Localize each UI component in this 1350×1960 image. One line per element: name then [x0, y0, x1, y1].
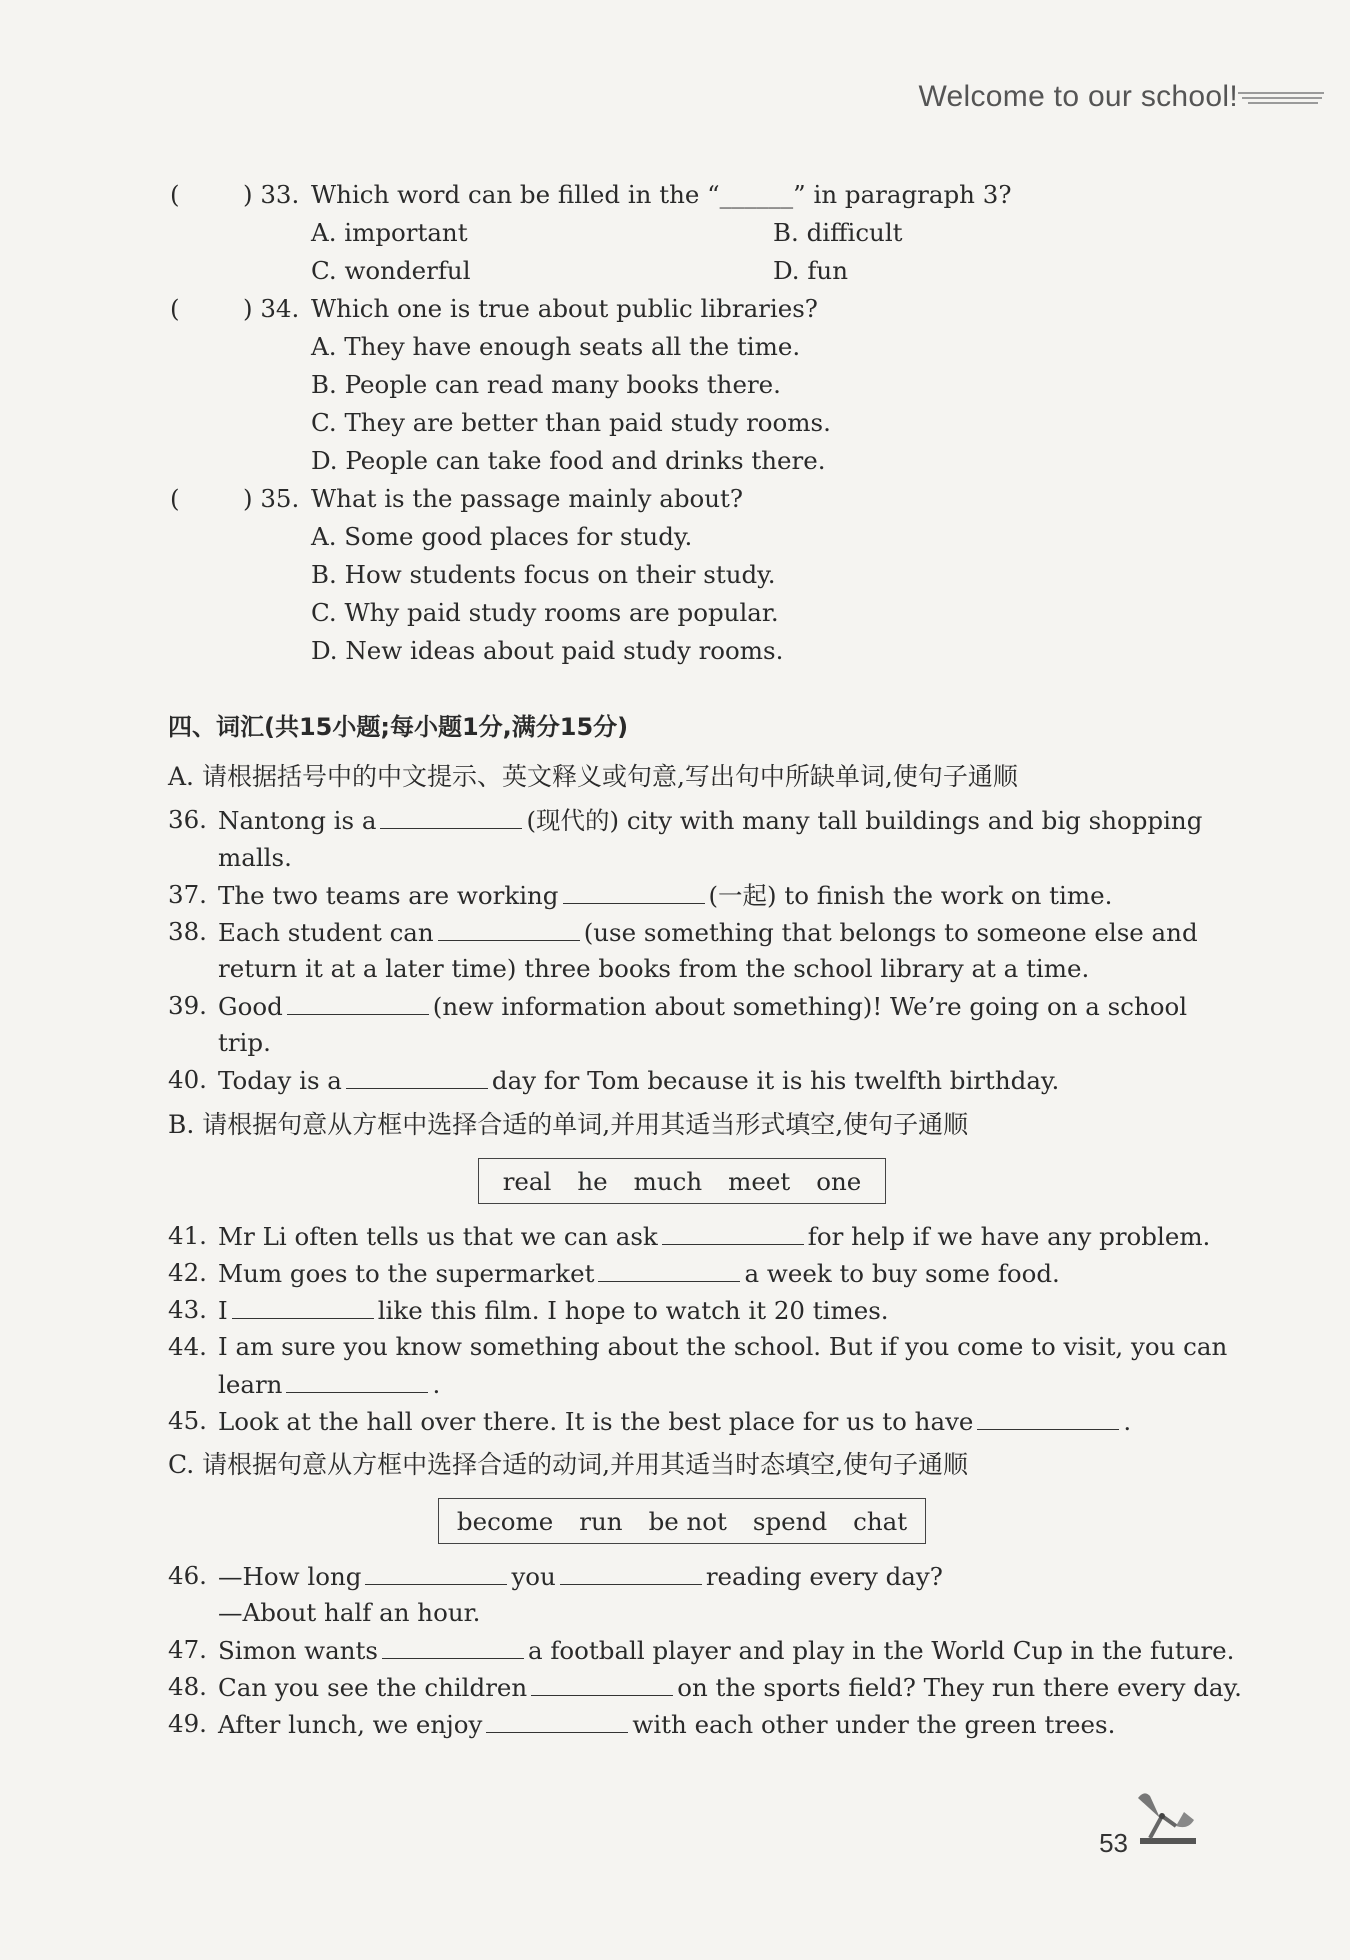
option: B. How students focus on their study. — [311, 560, 776, 589]
option: B. People can read many books there. — [311, 370, 781, 399]
page-number: 53 — [1099, 1828, 1128, 1858]
option: D. People can take food and drinks there. — [311, 446, 826, 475]
answer-blank[interactable] — [380, 808, 522, 829]
workbook-page: Welcome to our school! ( ) 33. Which word can be filled in the “______” in paragraph 3? A. important B. difficult C. wonderful D. fun ( ) 34. Which one is true about public libraries? A. They have enough seats all the time. B. People can read many books there. C. They are better than paid study rooms. D. People can take food and drinks there. ( ) 35. What is the passage mainly about? A. Some good places for study. B. How students focus on their study. C. Why paid study rooms are popular. D. New ideas about paid study rooms. 四、词汇(共15小题;每小题1分,满分15分) A. 请根据括号中的中文提示、英文释义或句意,写出句中所缺单词,使句子通顺 36. Nantong is a (现代的) city with many tall buildings and big shopping malls. 37. The two teams are working (一起) to finish the work on time. 38. Each student can (use something that belongs to someone else and return it at a later time) three books from the school library at a time. 39. Good (new information about something)! We’re going on a school trip. 40. Today is a day for Tom because it is his twelfth birthday. B. 请根据句意从方框中选择合适的单词,并用其适当形式填空,使句子通顺 real he much meet one 41. Mr Li often tells us that we can ask for help if we have any problem. 42. Mum goes to the supermarket a week to buy some food. 43. I like this film. I hope to watch it 20 times. 44. I am sure you know something about the school. But if you come to visit, you can learn . 45. Look at the hall over there. It is the best place for us to have . C. 请根据句意从方框中选择合适的动词,并用其适当时态填空,使句子通顺 become run be not spend chat 46. —How long you reading every day? —About half an hour. 47. Simon wants a football player and play in the World Cup in the future. 48. Can you see the children on the sports field? They run there every day. 49. After lunch, we enjoy with each other under the green trees. 53 — [0, 0, 1350, 1960]
option: A. They have enough seats all the time. — [311, 332, 801, 361]
answer-blank[interactable] — [531, 1675, 673, 1696]
word: spend — [752, 1506, 828, 1536]
answer-blank[interactable] — [346, 1068, 488, 1089]
answer-blank[interactable] — [287, 994, 429, 1015]
answer-blank[interactable] — [365, 1564, 507, 1585]
running-header: Welcome to our school! — [918, 80, 1238, 113]
answer-blank[interactable] — [662, 1224, 804, 1245]
word: he — [577, 1166, 608, 1196]
word: one — [816, 1166, 862, 1196]
option: A. important — [311, 218, 468, 247]
answer-blank[interactable] — [560, 1564, 702, 1585]
option: C. Why paid study rooms are popular. — [311, 598, 779, 627]
option: D. fun — [773, 256, 848, 285]
answer-blank[interactable] — [382, 1638, 524, 1659]
word: become — [456, 1506, 554, 1536]
answer-blank[interactable] — [232, 1298, 374, 1319]
word: meet — [728, 1166, 791, 1196]
section-heading: 四、词汇(共15小题;每小题1分,满分15分) — [168, 713, 629, 741]
answer-blank[interactable] — [286, 1372, 428, 1393]
desk-lamp-icon — [1136, 1790, 1200, 1846]
option: B. difficult — [773, 218, 903, 247]
part-c-instruction: C. 请根据句意从方框中选择合适的动词,并用其适当时态填空,使句子通顺 — [168, 1450, 969, 1479]
option: C. wonderful — [311, 256, 471, 285]
word: much — [633, 1166, 703, 1196]
word-box-c — [438, 1498, 926, 1544]
word-box-b — [478, 1158, 886, 1204]
answer-blank[interactable] — [563, 883, 705, 904]
answer-blank[interactable] — [598, 1261, 740, 1282]
answer-blank[interactable] — [486, 1712, 628, 1733]
word: run — [579, 1506, 623, 1536]
option: A. Some good places for study. — [311, 522, 693, 551]
answer-blank[interactable] — [977, 1409, 1119, 1430]
header-decoration — [1238, 92, 1324, 110]
word: chat — [853, 1506, 908, 1536]
option: D. New ideas about paid study rooms. — [311, 636, 784, 665]
part-b-instruction: B. 请根据句意从方框中选择合适的单词,并用其适当形式填空,使句子通顺 — [168, 1110, 969, 1139]
word: be not — [648, 1506, 727, 1536]
answer-blank[interactable] — [438, 920, 580, 941]
option: C. They are better than paid study rooms. — [311, 408, 831, 437]
part-a-instruction: A. 请根据括号中的中文提示、英文释义或句意,写出句中所缺单词,使句子通顺 — [168, 762, 1018, 791]
word: real — [502, 1166, 552, 1196]
